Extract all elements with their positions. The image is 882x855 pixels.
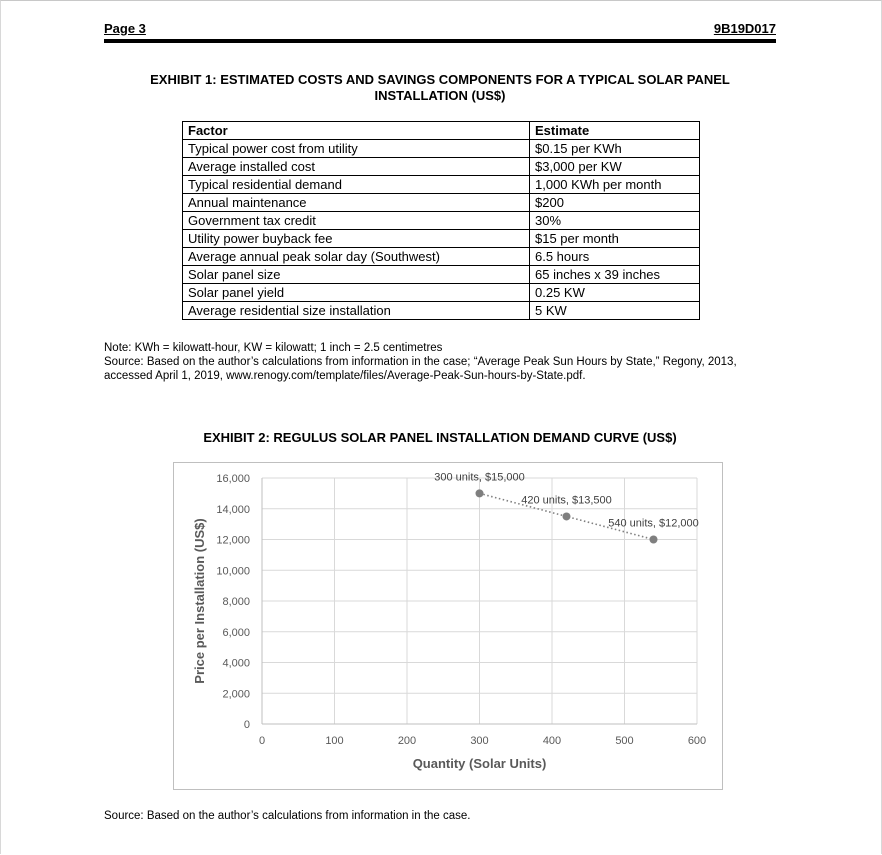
y-axis-title: Price per Installation (US$) <box>192 518 207 684</box>
table-row <box>183 194 700 212</box>
x-tick-label: 300 <box>470 735 489 747</box>
page-number: Page 3 <box>104 21 146 36</box>
table-row <box>183 212 700 230</box>
factor-cell: Typical power cost from utility <box>183 140 530 158</box>
exhibit1-notes <box>104 341 794 383</box>
factor-cell: Utility power buyback fee <box>183 230 530 248</box>
estimate-cell: 1,000 KWh per month <box>530 176 700 194</box>
cost-factors-table <box>182 121 700 320</box>
estimate-cell: 65 inches x 39 inches <box>530 266 700 284</box>
table-row <box>183 158 700 176</box>
data-point <box>563 512 571 520</box>
table-row <box>183 266 700 284</box>
data-point <box>476 489 484 497</box>
factor-cell: Government tax credit <box>183 212 530 230</box>
y-tick-label: 14,000 <box>216 503 250 516</box>
factor-cell: Solar panel size <box>183 266 530 284</box>
factor-cell: Average installed cost <box>183 158 530 176</box>
x-tick-label: 400 <box>542 735 562 747</box>
factor-cell: Annual maintenance <box>183 194 530 212</box>
estimate-cell: 6.5 hours <box>530 248 700 266</box>
exhibit2-source: Source: Based on the author’s calculations from information in the case. <box>104 810 471 822</box>
data-label: 300 units, $15,000 <box>434 471 525 484</box>
y-tick-label: 16,000 <box>216 473 250 485</box>
estimate-cell: $15 per month <box>530 230 700 248</box>
factor-cell: Average residential size installation <box>183 302 530 320</box>
estimate-cell: $200 <box>530 194 700 212</box>
source-line2: accessed April 1, 2019, www.renogy.com/template/files/Average-Peak-Sun-hours-by-State.pdf. <box>104 370 586 382</box>
estimate-cell: 30% <box>530 212 700 230</box>
table-row <box>183 140 700 158</box>
y-tick-label: 4,000 <box>222 657 250 670</box>
y-tick-label: 12,000 <box>216 534 250 547</box>
factor-cell: Typical residential demand <box>183 176 530 194</box>
x-tick-label: 100 <box>325 735 344 747</box>
table-header-row <box>183 122 700 140</box>
x-tick-label: 600 <box>687 735 707 747</box>
data-labels <box>434 471 699 529</box>
column-header-factor: Factor <box>183 122 530 140</box>
exhibit2-title: EXHIBIT 2: REGULUS SOLAR PANEL INSTALLATION DEMAND CURVE (US$) <box>203 430 677 445</box>
y-tick-label: 8,000 <box>222 596 250 608</box>
units-note: Note: KWh = kilowatt-hour, KW = kilowatt; 1 inch = 2.5 centimetres <box>104 342 443 354</box>
x-tick-label: 200 <box>397 735 417 747</box>
source-line1: Source: Based on the author’s calculations from information in the case; “Average Peak Sun Hours by State,” Regony, 2013, <box>104 356 737 368</box>
column-header-estimate: Estimate <box>530 122 700 140</box>
data-point <box>650 536 658 544</box>
data-label: 540 units, $12,000 <box>608 517 699 530</box>
estimate-cell: 5 KW <box>530 302 700 320</box>
x-axis-title: Quantity (Solar Units) <box>412 756 547 771</box>
y-tick-label: 0 <box>243 719 250 731</box>
chart-canvas <box>174 463 722 789</box>
x-tick-label: 0 <box>258 735 266 747</box>
y-tick-label: 10,000 <box>216 565 250 578</box>
table-row <box>183 230 700 248</box>
table-row <box>183 248 700 266</box>
demand-curve-chart <box>173 462 723 790</box>
axes <box>216 473 706 747</box>
document-code: 9B19D017 <box>713 21 776 36</box>
exhibit1-title-line1: EXHIBIT 1: ESTIMATED COSTS AND SAVINGS COMPONENTS FOR A TYPICAL SOLAR PANEL <box>150 72 730 87</box>
table-row <box>183 302 700 320</box>
table-row <box>183 284 700 302</box>
factor-cell: Solar panel yield <box>183 284 530 302</box>
estimate-cell: 0.25 KW <box>530 284 700 302</box>
estimate-cell: $3,000 per KW <box>530 158 700 176</box>
estimate-cell: $0.15 per KWh <box>530 140 700 158</box>
y-tick-label: 2,000 <box>222 688 250 701</box>
gridlines <box>262 478 697 724</box>
table-row <box>183 176 700 194</box>
header-rule <box>104 39 776 43</box>
factor-cell: Average annual peak solar day (Southwest) <box>183 248 530 266</box>
y-tick-label: 6,000 <box>222 626 250 639</box>
data-label: 420 units, $13,500 <box>521 494 612 507</box>
exhibit1-title-line2: INSTALLATION (US$) <box>374 88 506 103</box>
exhibit1-title <box>104 72 776 104</box>
x-tick-label: 500 <box>615 735 634 747</box>
